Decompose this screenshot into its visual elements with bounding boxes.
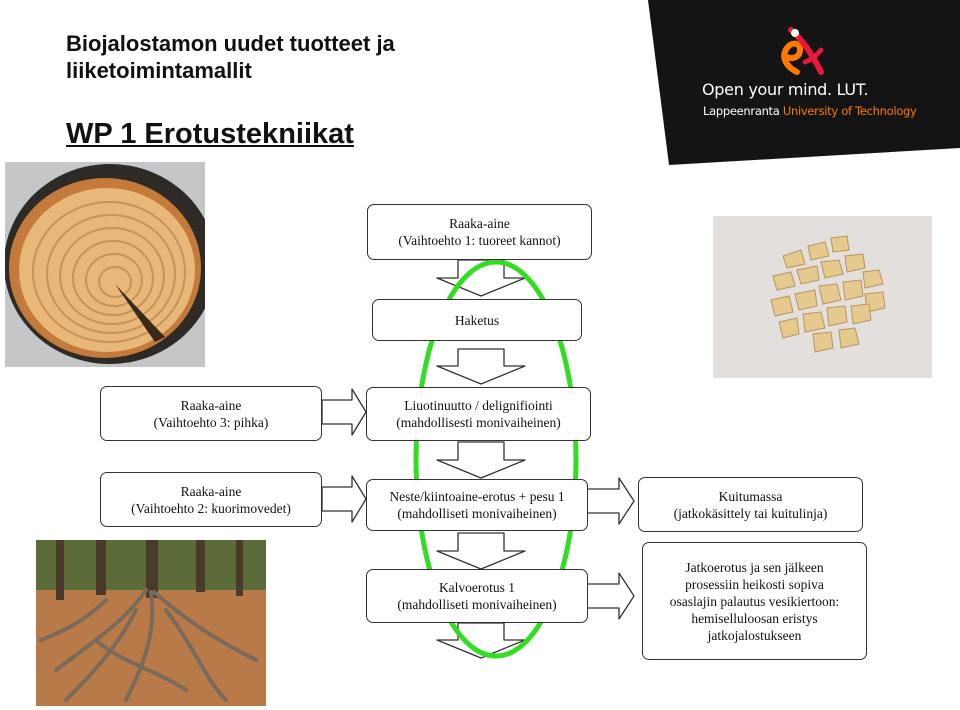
logo-slogan: Open your mind. LUT.: [702, 80, 869, 99]
box-line: Raaka-aine: [180, 483, 242, 499]
arrow-down-4: [437, 533, 525, 569]
logo-university-prefix: Lappeenranta: [703, 104, 783, 118]
page-title: Biojalostamon uudet tuotteet ja liiketoimintamallit: [66, 31, 395, 83]
arrow-right-further: [587, 573, 634, 619]
box-chipping: [372, 299, 582, 341]
box-line: Liuotinuutto / delignifiointi: [404, 398, 553, 413]
box-line: Kalvoerotus 1: [438, 580, 516, 595]
box-line: Neste/kiintoaine-erotus + pesu 1: [389, 489, 565, 504]
arrow-down-3: [437, 442, 525, 478]
box-solvent-extraction: [366, 387, 591, 441]
page-subtitle: WP 1 Erotustekniikat: [66, 118, 354, 150]
box-further-separation: [642, 542, 867, 660]
box-line: (mahdolliseti monivaiheinen): [397, 597, 557, 612]
box-line: (Vaihtoehto 2: kuorimovedet): [131, 500, 291, 516]
box-liquid-solid-separation: [366, 479, 588, 531]
box-line: (mahdolliseti monivaiheinen): [397, 506, 557, 521]
box-line: (mahdollisesti monivaiheinen): [396, 415, 561, 430]
box-raw-material-fresh-stumps: [367, 204, 592, 260]
box-pulp: [638, 477, 863, 532]
box-line: osaslajin palautus vesikiertoon:: [669, 593, 840, 609]
box-line: (Vaihtoehto 3: pihka): [153, 414, 269, 430]
box-raw-material-resin: [100, 386, 322, 441]
arrow-right-pulp: [587, 478, 634, 524]
box-line: Jatkoerotus ja sen jälkeen: [685, 559, 824, 575]
box-membrane-separation: [366, 569, 588, 623]
box-line: Raaka-aine: [180, 397, 242, 413]
box-line: jatkojalostukseen: [707, 627, 802, 643]
box-line: Haketus: [454, 312, 500, 328]
arrow-right-barkwater: [322, 476, 366, 522]
arrow-down-2: [437, 349, 525, 384]
box-line: Raaka-aine: [449, 216, 510, 231]
box-line: (jatkokäsittely tai kuitulinja): [673, 505, 828, 521]
box-line: prosessiin heikosti sopiva: [685, 576, 824, 592]
arrow-right-resin: [322, 389, 366, 435]
box-line: Kuitumassa: [718, 488, 783, 504]
logo-university-name: University of Technology: [782, 104, 917, 118]
box-raw-material-bark-water: [100, 472, 322, 527]
box-line: (Vaihtoehto 1: tuoreet kannot): [398, 233, 561, 248]
box-line: hemiselluloosan eristys: [691, 610, 818, 626]
